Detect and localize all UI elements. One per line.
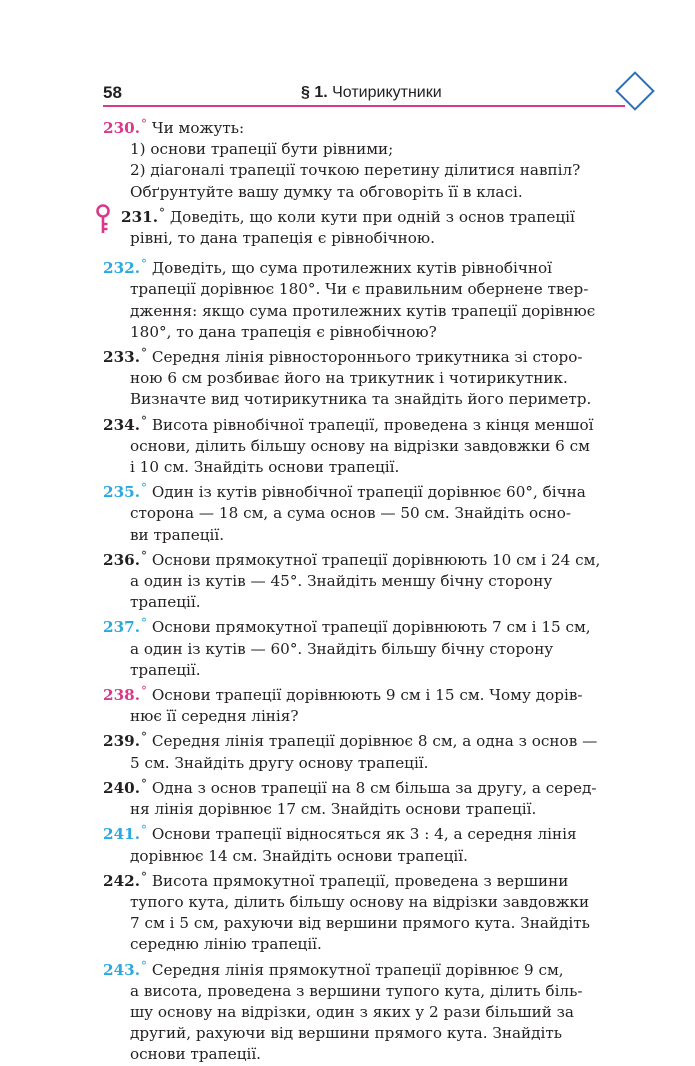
degree-mark: ° (141, 117, 147, 131)
problem-number: 232. (103, 259, 140, 278)
problem-237 (103, 613, 633, 681)
problem-text: Обґрунтуйте вашу думку та обговоріть її в класі. (130, 182, 523, 201)
problem-line (103, 681, 633, 706)
problem-233 (103, 343, 633, 411)
problem-text: ви трапеції. (130, 525, 225, 544)
problem-line (103, 525, 633, 546)
problem-239 (103, 727, 633, 773)
problem-line (103, 1002, 633, 1023)
page-number: 58 (103, 83, 122, 102)
problem-text: а один із кутів — 60°. Знайдіть більшу бічну сторону (130, 639, 554, 658)
problem-text: ня лінія дорівнює 17 см. Знайдіть основи трапеції. (130, 800, 537, 819)
problem-line (103, 820, 633, 845)
problem-text: ною 6 см розбиває його на трикутник і чотирикутник. (130, 369, 568, 388)
problem-line (103, 867, 633, 892)
problem-text: сторона — 18 см, а сума основ — 50 см. Знайдіть осно- (130, 504, 572, 523)
problem-text: дження: якщо сума протилежних кутів трапеції дорівнює (130, 301, 596, 320)
section-title (301, 84, 442, 102)
problem-text: шу основу на відрізки, один з яких у 2 рази більший за (130, 1002, 574, 1021)
degree-mark: ° (141, 616, 147, 631)
problem-230 (103, 114, 633, 203)
problem-line (103, 727, 633, 752)
problem-241 (103, 820, 633, 866)
problem-list (103, 114, 633, 1066)
problem-text: Доведіть, що коли кути при одній з основ трапеції (169, 207, 575, 226)
problem-line (103, 774, 633, 799)
problem-line (103, 706, 633, 727)
problem-240 (103, 774, 633, 820)
degree-mark: ° (141, 776, 147, 791)
problem-line (103, 301, 633, 322)
problem-line (103, 956, 633, 981)
problem-line (103, 436, 633, 457)
degree-mark: ° (141, 958, 147, 973)
problem-text: Середня лінія трапеції дорівнює 8 см, а одна з основ — (151, 732, 598, 751)
degree-mark: ° (141, 257, 147, 272)
problem-line (103, 254, 633, 279)
problem-number: 234. (103, 415, 140, 434)
problem-line (103, 160, 633, 181)
problem-243 (103, 956, 633, 1066)
problem-line (121, 203, 633, 228)
problem-238 (103, 681, 633, 727)
problem-232 (103, 254, 633, 343)
problem-text: Основи прямокутної трапеції дорівнюють 10 см і 24 см, (151, 550, 601, 569)
problem-number: 237. (103, 618, 140, 637)
problem-text: трапеції. (130, 593, 201, 612)
problem-line (103, 934, 633, 955)
problem-number: 243. (103, 960, 140, 979)
problem-line (103, 279, 633, 300)
problem-line (103, 139, 633, 160)
problem-text: трапеції. (130, 660, 201, 679)
problem-line (103, 981, 633, 1002)
problem-text: другий, рахуючи від вершини прямого кута. Знайдіть (130, 1024, 563, 1043)
problem-text: нює її середня лінія? (130, 707, 299, 726)
problem-line (121, 228, 633, 249)
section-sign: § 1. (301, 84, 328, 101)
problem-line (103, 322, 633, 343)
problem-line (103, 799, 633, 820)
problem-line (103, 846, 633, 867)
problem-text: рівні, то дана трапеція є рівнобічною. (130, 229, 435, 248)
problem-line (103, 389, 633, 410)
problem-number: 239. (103, 732, 140, 751)
problem-text: Висота прямокутної трапеції, проведена з вершини (151, 871, 569, 890)
problem-text: 1) основи трапеції бути рівними; (130, 140, 394, 159)
problem-236 (103, 546, 633, 614)
problem-number: 231. (121, 207, 158, 226)
problem-line (103, 478, 633, 503)
problem-number: 241. (103, 825, 140, 844)
key-icon (95, 204, 111, 234)
problem-text: трапеції дорівнює 180°. Чи є правильним обернене твер- (130, 280, 589, 299)
problem-text: 2) діагоналі трапеції точкою перетину ділитися навпіл? (130, 161, 581, 180)
header-rule (103, 105, 625, 107)
degree-mark: ° (141, 548, 147, 563)
problem-text: Чи можуть: (151, 119, 245, 137)
problem-line (103, 1023, 633, 1044)
degree-mark: ° (141, 346, 147, 361)
problem-line (103, 343, 633, 368)
problem-text: дорівнює 14 см. Знайдіть основи трапеції. (130, 846, 468, 865)
problem-number: 240. (103, 778, 140, 797)
page-header (103, 80, 625, 108)
problem-235 (103, 478, 633, 546)
problem-line (103, 503, 633, 524)
degree-mark: ° (141, 823, 147, 838)
problem-line (103, 571, 633, 592)
problem-text: Доведіть, що сума протилежних кутів рівнобічної (151, 259, 553, 278)
problem-number: 230. (103, 119, 140, 137)
problem-text: Середня лінія рівностороннього трикутника зі сторо- (151, 348, 583, 367)
problem-line (103, 913, 633, 934)
problem-text: 7 см і 5 см, рахуючи від вершини прямого кута. Знайдіть (130, 914, 590, 933)
problem-line (103, 592, 633, 613)
problem-line (103, 457, 633, 478)
problem-text: і 10 см. Знайдіть основи трапеції. (130, 458, 400, 477)
problem-text: тупого кута, ділить більшу основу на відрізки завдовжки (130, 892, 590, 911)
problem-231 (103, 203, 633, 249)
problem-number: 242. (103, 871, 140, 890)
problem-text: Основи трапеції відносяться як 3 : 4, а середня лінія (151, 825, 577, 844)
problem-line (103, 546, 633, 571)
problem-number: 235. (103, 483, 140, 502)
problem-number: 238. (103, 686, 140, 705)
problem-242 (103, 867, 633, 956)
problem-line (103, 892, 633, 913)
problem-line (103, 411, 633, 436)
problem-line (103, 660, 633, 681)
problem-text: Визначте вид чотирикутника та знайдіть його периметр. (130, 390, 592, 409)
problem-text: Висота рівнобічної трапеції, проведена з кінця меншої (151, 415, 594, 434)
degree-mark: ° (159, 205, 165, 220)
problem-text: Основи прямокутної трапеції дорівнюють 7 см і 15 см, (151, 618, 591, 637)
problem-text: основи трапеції. (130, 1045, 262, 1064)
problem-text: 180°, то дана трапеція є рівнобічною? (130, 322, 437, 341)
degree-mark: ° (141, 869, 147, 884)
problem-number: 233. (103, 348, 140, 367)
degree-mark: ° (141, 481, 147, 496)
problem-line (103, 114, 633, 139)
problem-text: Середня лінія прямокутної трапеції дорівнює 9 см, (151, 960, 564, 979)
problem-text: а один із кутів — 45°. Знайдіть меншу бічну сторону (130, 572, 553, 591)
problem-234 (103, 411, 633, 479)
problem-text: Один із кутів рівнобічної трапеції дорівнює 60°, бічна (151, 483, 586, 502)
problem-text: 5 см. Знайдіть другу основу трапеції. (130, 753, 429, 772)
problem-line (103, 368, 633, 389)
problem-line (103, 182, 633, 203)
degree-mark: ° (141, 684, 147, 699)
problem-line (103, 639, 633, 660)
problem-line (103, 1044, 633, 1065)
section-name: Чотирикутники (332, 84, 442, 101)
problem-line (103, 753, 633, 774)
problem-text: середню лінію трапеції. (130, 935, 322, 954)
degree-mark: ° (141, 730, 147, 745)
problem-number: 236. (103, 550, 140, 569)
problem-text: Одна з основ трапеції на 8 см більша за другу, а серед- (151, 778, 597, 797)
degree-mark: ° (141, 413, 147, 428)
problem-line (103, 613, 633, 638)
problem-text: а висота, проведена з вершини тупого кута, ділить біль- (130, 981, 583, 1000)
problem-text: Основи трапеції дорівнюють 9 см і 15 см. Чому дорів- (151, 686, 583, 705)
problem-text: основи, ділить більшу основу на відрізки завдовжки 6 см (130, 436, 590, 455)
